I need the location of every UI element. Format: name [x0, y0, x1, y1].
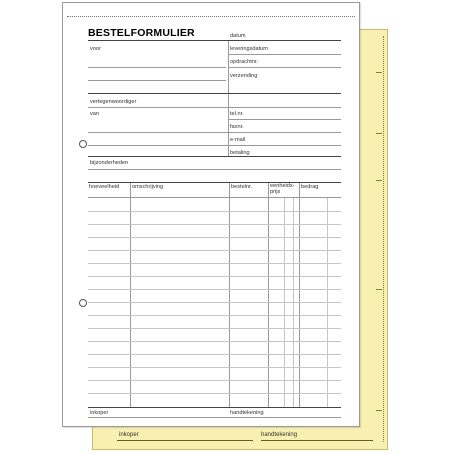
table-row: [88, 328, 341, 329]
table-header-rule: [88, 197, 341, 198]
table-row: [88, 250, 341, 251]
table-row: [88, 354, 341, 355]
faxnr-label: faxnr.: [230, 124, 244, 130]
copy-sheet-mark: [376, 133, 382, 134]
punch-hole: [79, 140, 87, 148]
table-row: [88, 302, 341, 303]
punch-hole: [79, 299, 87, 307]
table-row: [88, 211, 341, 212]
voor-line: [88, 67, 226, 68]
vertegenwoordiger-label: vertegenwoordiger: [90, 99, 137, 105]
table-row: [88, 263, 341, 264]
copy-inkoper-line: [117, 440, 253, 441]
email-line: [88, 145, 341, 146]
copy-inkoper-label: inkoper: [119, 432, 139, 438]
bedrag-header: bedrag: [301, 184, 319, 190]
perforation-line: [67, 16, 355, 17]
voor-line: [88, 80, 226, 81]
betaling-label: betaling: [230, 150, 250, 156]
omschrijving-header: omschrijving: [132, 184, 164, 190]
table-row: [88, 237, 341, 238]
table-column-line: [299, 183, 300, 407]
table-row: [88, 276, 341, 277]
table-row: [88, 289, 341, 290]
table-row: [88, 367, 341, 368]
handtekening-label: handtekening: [230, 410, 264, 416]
table-top-rule: [88, 182, 341, 183]
faxnr-line: [88, 132, 341, 133]
table-row: [88, 315, 341, 316]
table-column-line: [229, 183, 230, 407]
table-row: [88, 380, 341, 381]
telnr-label: tel.nr.: [230, 111, 244, 117]
table-row: [88, 224, 341, 225]
opdrachtnr-line: [229, 67, 341, 68]
table-row: [88, 393, 341, 394]
table-row: [88, 341, 341, 342]
copy-handtekening-label: handtekening: [261, 432, 298, 438]
copy-sheet-mark: [376, 180, 382, 181]
order-form-sheet: [62, 2, 360, 427]
datum-label: datum: [230, 33, 246, 39]
copy-handtekening-line: [261, 440, 373, 441]
eenheidsprijs-header: eenheids- prijs: [270, 183, 295, 195]
form-title: BESTELFORMULIER: [88, 27, 195, 39]
copy-sheet-perforation: [383, 36, 385, 442]
hoeveelheid-header: hoeveelheid: [89, 184, 120, 190]
column-divider: [228, 41, 229, 156]
section-rule: [88, 156, 341, 157]
van-label: van: [90, 111, 100, 117]
bijzonderheden-line: [88, 169, 341, 170]
section-rule: [88, 93, 341, 94]
copy-sheet-mark: [376, 289, 382, 290]
opdrachtnr-label: opdrachtnr.: [230, 59, 258, 65]
table-column-line: [130, 183, 131, 407]
footer-line: [88, 417, 341, 418]
copy-sheet-mark: [376, 72, 382, 73]
table-bottom-rule: [88, 407, 341, 408]
leveringsdatum-line: [229, 54, 341, 55]
voor-label: voor: [90, 46, 101, 52]
leveringsdatum-label: leveringsdatum: [230, 46, 268, 52]
email-label: e-mail: [230, 137, 246, 143]
table-column-line: [268, 183, 269, 407]
bijzonderheden-label: bijzonderheden: [90, 160, 129, 166]
title-rule: [88, 40, 341, 41]
vertegenwoordiger-line: [88, 107, 341, 108]
inkoper-label: inkoper: [90, 410, 109, 416]
copy-sheet-mark: [376, 410, 382, 411]
verzending-label: verzending: [230, 73, 258, 79]
bestelnr-header: bestelnr.: [231, 184, 253, 190]
telnr-line: [229, 119, 341, 120]
